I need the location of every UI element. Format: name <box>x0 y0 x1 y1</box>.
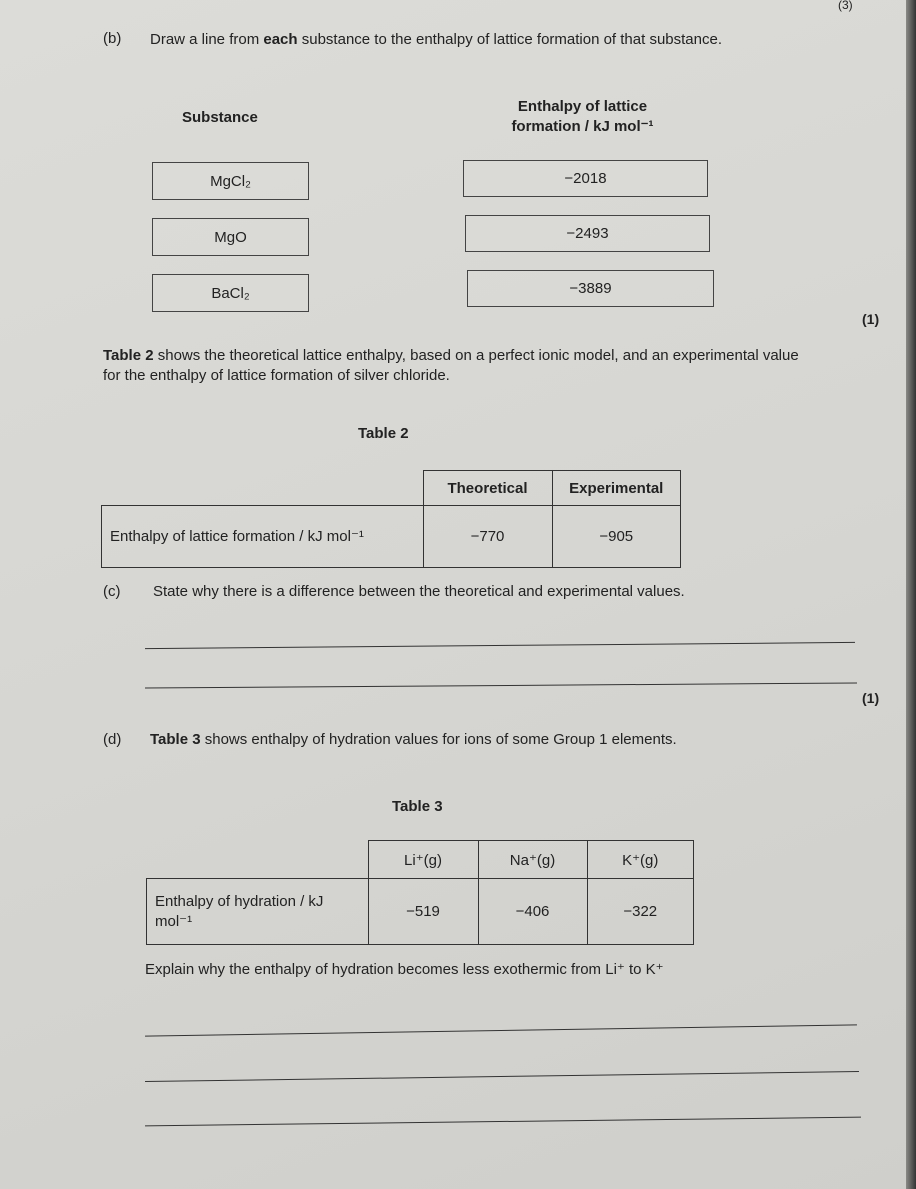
table3 <box>146 840 694 945</box>
page-edge-shadow <box>906 0 916 1189</box>
text-bold: Table 2 <box>103 347 154 364</box>
part-b-label: (b) <box>103 30 122 47</box>
text: shows the theoretical lattice enthalpy, based on a perfect ionic model, and an experimental value for the enthalpy of lattice formation of silver chloride. <box>103 347 799 384</box>
answer-line[interactable] <box>145 1024 857 1036</box>
part-c-marks: (1) <box>862 690 880 706</box>
table2-intro <box>103 346 803 386</box>
previous-marks: (3) <box>838 0 853 12</box>
li-value: −519 <box>368 879 478 945</box>
answer-line[interactable] <box>145 1071 859 1082</box>
experimental-value: −905 <box>552 506 681 568</box>
empty-cell <box>102 471 424 506</box>
empty-cell <box>147 841 369 879</box>
header-theoretical: Theoretical <box>423 471 552 506</box>
k-value: −322 <box>587 879 694 945</box>
part-d-label: (d) <box>103 731 122 748</box>
substance-heading: Substance <box>182 109 258 126</box>
heading-line: formation / kJ mol⁻¹ <box>511 118 654 135</box>
heading-line: Enthalpy of lattice <box>517 98 648 115</box>
theoretical-value: −770 <box>423 506 552 568</box>
answer-line[interactable] <box>145 683 857 689</box>
answer-line[interactable] <box>145 1117 861 1127</box>
text: Draw a line from <box>150 31 264 48</box>
enthalpy-box-1[interactable]: −2018 <box>463 160 708 197</box>
table2 <box>101 470 681 568</box>
text-bold: Table 3 <box>150 731 201 748</box>
answer-line[interactable] <box>145 642 855 649</box>
substance-box-bacl2[interactable]: BaCl₂ <box>152 274 309 312</box>
enthalpy-heading <box>480 97 685 137</box>
part-c-question: State why there is a difference between the theoretical and experimental values. <box>153 583 685 600</box>
table3-title: Table 3 <box>392 798 443 815</box>
part-b-question <box>150 30 770 50</box>
header-k: K⁺(g) <box>587 841 694 879</box>
text: shows enthalpy of hydration values for ions of some Group 1 elements. <box>200 731 677 748</box>
header-experimental: Experimental <box>552 471 681 506</box>
substance-box-mgcl2[interactable]: MgCl₂ <box>152 162 309 200</box>
text: substance to the enthalpy of lattice formation of that substance. <box>297 31 723 48</box>
substance-box-mgo[interactable]: MgO <box>152 218 309 256</box>
explain-question: Explain why the enthalpy of hydration becomes less exothermic from Li⁺ to K⁺ <box>145 961 664 978</box>
header-na: Na⁺(g) <box>478 841 587 879</box>
na-value: −406 <box>478 879 587 945</box>
row-label: Enthalpy of hydration / kJ mol⁻¹ <box>147 879 369 945</box>
header-li: Li⁺(g) <box>368 841 478 879</box>
text-bold: each <box>263 31 298 48</box>
table2-title: Table 2 <box>358 425 409 442</box>
part-d-question <box>150 731 677 748</box>
row-label: Enthalpy of lattice formation / kJ mol⁻¹ <box>102 506 424 568</box>
enthalpy-box-2[interactable]: −2493 <box>465 215 710 252</box>
part-c-label: (c) <box>103 583 121 600</box>
enthalpy-box-3[interactable]: −3889 <box>467 270 714 307</box>
part-b-marks: (1) <box>862 311 880 327</box>
